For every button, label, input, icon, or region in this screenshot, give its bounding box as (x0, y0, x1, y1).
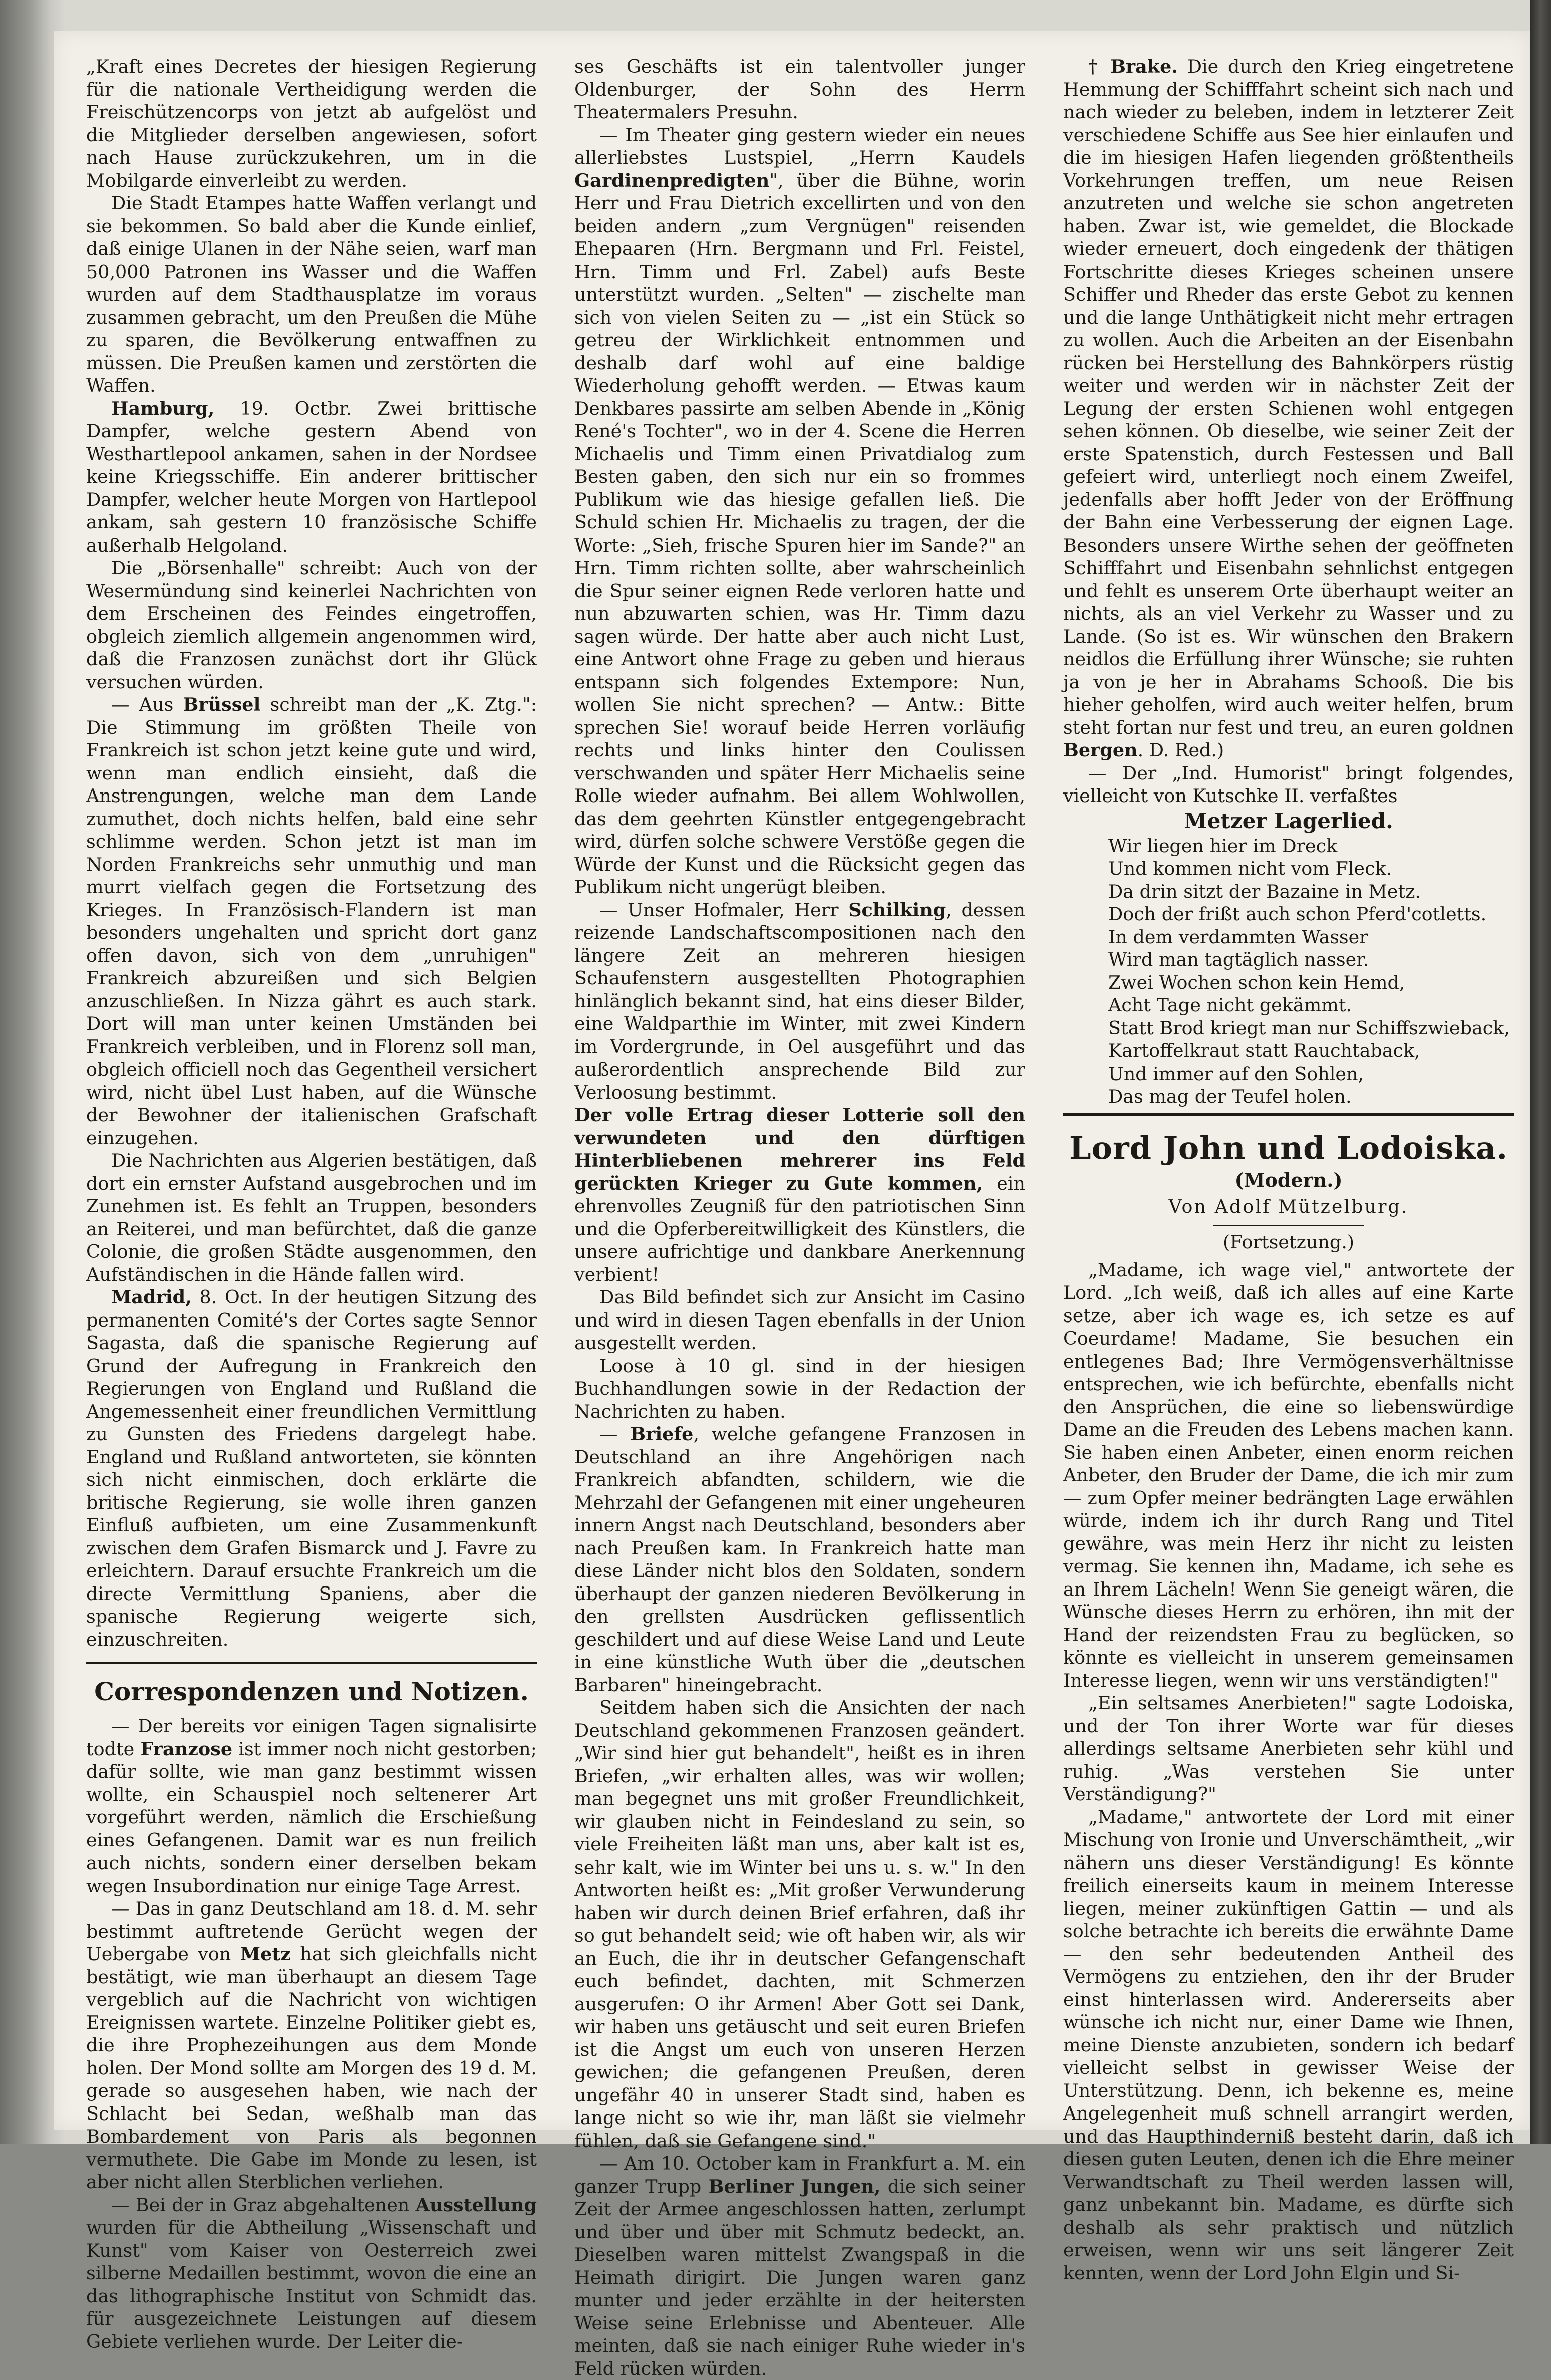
article-paragraph: Die Stadt Etampes hatte Waffen verlangt und sie bekommen. So bald aber die Kunde einlief, daß einige Ulanen in der Nähe seien, warf man 50,000 Patronen ins Wasser und die Waffen wurden auf dem Stadthausplatze im voraus zusammen gebracht, um den Preußen die Mühe zu sparen, die Bevölkerung entwaffnen zu müssen. Die Preußen kamen und zerstörten die Waffen. (86, 192, 537, 396)
notice-paragraph: — Das in ganz Deutschland am 18. d. M. sehr bestimmt auftretende Gerücht wegen der Uebergabe von Metz hat sich gleichfalls nicht bestätigt, wie man überhaupt an diesem Tage vergeblich auf die Nachricht von wichtigen Ereignissen wartete. Einzelne Politiker giebt es, die ihre Prophezeihungen aus dem Monde holen. Der Mond sollte am Morgen des 19 d. M. gerade so ausgesehen haben, wie nach der Schlacht bei Sedan, weßhalb man das Bombardement von Paris als begonnen vermuthete. Die Gabe im Monde zu lesen, ist aber nicht allen Sterblichen verliehen. (86, 1898, 537, 2193)
poem (1108, 835, 1514, 1108)
poem-line: Da drin sitzt der Bazaine in Metz. (1108, 880, 1421, 902)
notice-paragraph: — Unser Hofmaler, Herr Schilking, dessen reizende Landschaftscompositionen nach den längere Zeit an mehreren hiesigen Schaufenstern ausgestellten Photographien hinlänglich bekannt sind, hat eins dieser Bilder, eine Waldparthie im Winter, mit zwei Kindern im Vordergrunde, in Oel ausgeführt und das außerordentlich ansprechende Bild zur Verloosung bestimmt. (574, 899, 1025, 1103)
notice-paragraph: Loose à 10 gl. sind in der hiesigen Buchhandlungen sowie in der Redaction der Nachrichten zu haben. (574, 1355, 1025, 1422)
poem-line: In dem verdammten Wasser (1108, 926, 1368, 948)
poem-line: Und immer auf den Sohlen, (1108, 1063, 1364, 1085)
article-paragraph: Madrid, 8. Oct. In der heutigen Sitzung des permanenten Comité's der Cortes sagte Sennor Sagasta, daß die spanische Regierung auf Grund der Aufregung in Frankreich den Regierungen von England und Rußland die Angemessenheit einer freundlichen Vermittlung zu Gunsten des Friedens dargelegt habe. England und Rußland antworteten, sie könnten sich nicht einmischen, doch erklärte die britische Regierung, sie wolle ihren ganzen Einfluß aufbieten, um eine Zusammenkunft zwischen dem Grafen Bismarck und J. Favre zu erleichtern. Darauf ersuchte Frankreich um die directe Vermittlung Spaniens, aber die spanische Regierung weigerte sich, einzuschreiten. (86, 1286, 537, 1650)
notice-paragraph: ses Geschäfts ist ein talentvoller junger Oldenburger, der Sohn des Herrn Theatermalers Presuhn. (574, 56, 1025, 123)
column-3 (1063, 55, 1514, 2284)
section-rule (86, 1662, 537, 1664)
dateline-place: Madrid, (111, 1286, 192, 1308)
article-paragraph: Die Nachrichten aus Algerien bestätigen, daß dort ein ernster Aufstand ausgebrochen und im Zunehmen ist. Es fehlt an Truppen, besonders an Reiterei, und man befürchtet, daß die ganze Colonie, die großen Städte ausgenommen, den Aufständischen in die Hände fallen wird. (86, 1150, 537, 1285)
story-paragraph: „Madame, ich wage viel," antwortete der Lord. „Ich weiß, daß ich alles auf eine Karte setze, aber ich wage es, ich setze es auf Coeurdame! Madame, Sie besuchen ein entlegenes Bad; Ihre Vermögensverhältnisse entsprechen, wie ich befürchte, ebenfalls nicht den Ansprüchen, die eine so liebenswürdige Dame an die Freuden des Lebens machen kann. Sie haben einen Anbeter, einen enorm reichen Anbeter, den Bruder der Dame, die ich mir zum — zum Opfer meiner bedrängten Lage erwählen würde, indem ich ihr durch Rang und Titel gewähre, was mein Herz ihr nicht zu leisten vermag. Sie kennen ihn, Madame, ich sehe es an Ihrem Lächeln! Wenn Sie geneigt wären, die Wünsche dieses Herrn zu erhören, ihn mit der Hand der reizendsten Frau zu beglücken, so könnte es vielleicht in unserem gemeinsamen Interesse liegen, wenn wir uns verständigten!" (1063, 1259, 1514, 1691)
section-rule (1063, 1113, 1514, 1116)
notice-paragraph: — Der bereits vor einigen Tagen signalisirte todte Franzose ist immer noch nicht gestorben; dafür sollte, wie man ganz bestimmt wissen wollte, ein Schauspiel noch seltenerer Art vorgeführt werden, nämlich die Erschießung eines Gefangenen. Damit war es nun freilich auch nichts, sondern einer derselben bekam wegen Insubordination nur einige Tage Arrest. (86, 1715, 537, 1897)
notice-paragraph: — Im Theater ging gestern wieder ein neues allerliebstes Lustspiel, „Herrn Kaudels Gardinenpredigten", über die Bühne, worin Herr und Frau Dietrich excellirten und von den beiden andern „zum Vergnügen" reisenden Ehepaaren (Hrn. Bergmann und Frl. Feistel, Hrn. Timm und Frl. Zabel) aufs Beste unterstützt wurden. „Selten" — zischelte man sich von vielen Seiten zu — „ist ein Stück so getreu der Wirklichkeit entnommen und deshalb darf wohl auf eine baldige Wiederholung gehofft werden. — Etwas kaum Denkbares passirte am selben Abende in „König René's Tochter", wo in der 4. Scene die Herren Michaelis und Timm einen Privatdialog zum Besten gaben, den sich nur ein so frommes Publikum wie das hiesige gefallen ließ. Die Schuld schien Hr. Michaelis zu tragen, der die Worte: „Sieh, frische Spuren hier im Sande?" an Hrn. Timm richten sollte, aber wahrscheinlich die Spur seiner eignen Rede verloren hatte und nun abzuwarten schien, was Hr. Timm dazu sagen würde. Der hatte aber auch nicht Lust, eine Antwort ohne Frage zu geben und hieraus entspann sich folgendes Extempore: Nun, wollen Sie nicht sprechen? — Antw.: Bitte sprechen Sie! worauf beide Herren vorläufig rechts und links hinter den Coulissen verschwanden und später Herr Michaelis seine Rolle wieder aufnahm. Bei allem Wohlwollen, das dem geehrten Künstler entgegengebracht wird, dürfen solche schwere Verstöße gegen die Würde der Kunst und die Rücksicht gegen das Publikum nicht ungerügt bleiben. (574, 124, 1025, 898)
column-1 (86, 55, 537, 2353)
poem-line: Statt Brod kriegt man nur Schiffszwieback, (1108, 1017, 1510, 1039)
article-paragraph: „Kraft eines Decretes der hiesigen Regierung für die nationale Vertheidigung werden die Freischützencorps von jetzt ab aufgelöst und die Mitglieder derselben angewiesen, sofort nach Hause zurückzukehren, um in die Mobilgarde einverleibt zu werden. (86, 56, 537, 191)
binding-edge (1530, 0, 1551, 2144)
section-heading: Correspondenzen und Notizen. (94, 1677, 529, 1706)
dateline-place: Brüssel (183, 694, 261, 715)
article-paragraph: — Aus Brüssel schreibt man der „K. Ztg.": Die Stimmung im größten Theile von Frankreich ist schon jetzt keine gute und wird, wenn man endlich einsieht, daß die Anstrengungen, welche man dem Lande zumuthet, doch nichts helfen, bald eine sehr schlimme werden. Schon jetzt ist man im Norden Frankreichs sehr unmuthig und man murrt vielfach gegen die Fortsetzung des Krieges. In Französisch-Flandern ist man besonders ungehalten und spricht dort ganz offen davon, sich von dem „unruhigen" Frankreich abzureißen und sich Belgien anzuschließen. In Nizza gährt es auch stark. Dort will man unter keinen Umständen bei Frankreich verbleiben, und in Florenz soll man, obgleich officiell noch das Gegentheil versichert wird, nicht übel Lust haben, auf die Wünsche der Bewohner der italienischen Grafschaft einzugehen. (86, 694, 537, 1149)
notice-paragraph: — Am 10. October kam in Frankfurt a. M. ein ganzer Trupp Berliner Jungen, die sich seiner Zeit der Armee angeschlossen hatten, zerlumpt und über und über mit Schmutz bedeckt, an. Dieselben waren mittelst Zwangspaß in die Heimath dirigirt. Die Jungen waren ganz munter und jeder erzählte in der heitersten Weise seine Erlebnisse und Abenteuer. Alle meinten, daß sie nach einiger Ruhe wieder in's Feld rücken würden. (574, 2153, 1025, 2379)
short-rule (1213, 1225, 1364, 1226)
notice-paragraph: — Bei der in Graz abgehaltenen Ausstellung wurden für die Abtheilung „Wissenschaft und Kunst" vom Kaiser von Oesterreich zwei silberne Medaillen bestimmt, wovon die eine an das lithographische Institut von Schmidt das. für ausgezeichnete Leistungen auf diesem Gebiete verliehen wurde. Der Leiter die- (86, 2194, 537, 2352)
story-paragraph: „Ein seltsames Anerbieten!" sagte Lodoiska, und der Ton ihrer Worte war für dieses allerdings seltsame Anerbieten sehr kühl und ruhig. „Was verstehen Sie unter Verständigung?" (1063, 1692, 1514, 1805)
story-paragraph: „Madame," antwortete der Lord mit einer Mischung von Ironie und Unverschämtheit, „wir nähern uns dieser Verständigung! Es könnte freilich einerseits kaum in meinem Interesse liegen, meiner zukünftigen Gattin — und als solche betrachte ich bereits die erwähnte Dame — den sehr bedeutenden Antheil des Vermögens zu entziehen, den ihr der Bruder einst hinterlassen wird. Andererseits aber wünsche ich nicht nur, einer Dame wie Ihnen, meine Dienste anzubieten, sondern ich bedarf vielleicht selbst in gewisser Weise der Unterstützung. Denn, ich bekenne es, meine Angelegenheit muß schnell arrangirt werden, und das Haupthinderniß besteht darin, daß ich diesen guten Leuten, denen ich die Ehre meiner Verwandtschaft zu Theil werden lassen will, ganz unbekannt bin. Madame, es dürfte sich deshalb als sehr praktisch und nützlich erweisen, wenn wir uns seit längerer Zeit kennten, wenn der Lord John Elgin und Si- (1063, 1806, 1514, 2284)
notice-paragraph: Seitdem haben sich die Ansichten der nach Deutschland gekommenen Franzosen geändert. „Wir sind hier gut behandelt", heißt es in ihren Briefen, „wir erhalten alles, was wir wollen; man begegnet uns mit großer Freundlichkeit, wir glauben nicht in Feindesland zu sein, so viele Freiheiten läßt man uns, aber kalt ist es, sehr kalt, wie im Winter bei uns u. s. w." In den Antworten heißt es: „Mit großer Verwunderung haben wir durch deinen Brief erfahren, daß ihr so gut behandelt seid; wie oft haben wir, als wir an Euch, die ihr in deutscher Gefangenschaft euch befindet, dachten, mit Schmerzen ausgerufen: O ihr Armen! Aber Gott sei Dank, wir haben uns getäuscht und seit euren Briefen ist die Angst um euch von unseren Herzen gewichen; die gefangenen Preußen, deren ungefähr 40 in unserer Stadt sind, haben es lange nicht so wie ihr, man läßt sie vielmehr fühlen, daß sie Gefangene sind." (574, 1697, 1025, 2152)
poem-line: Zwei Wochen schon kein Hemd, (1108, 971, 1405, 993)
story-author: Von Adolf Mützelburg. (1168, 1195, 1409, 1217)
poem-line: Wir liegen hier im Dreck (1108, 835, 1338, 857)
dateline-place: Hamburg, (111, 397, 215, 419)
story-subtitle: (Modern.) (1234, 1168, 1343, 1191)
poem-title: Metzer Lagerlied. (1184, 808, 1393, 833)
column-2 (574, 55, 1025, 2380)
notice-paragraph: — Der „Ind. Humorist" bringt folgendes, vielleicht von Kutschke II. verfaßtes (1063, 762, 1514, 807)
poem-line: Kartoffelkraut statt Rauchtaback, (1108, 1040, 1420, 1062)
poem-line: Wird man tagtäglich nasser. (1108, 949, 1369, 970)
article-paragraph: Die „Börsenhalle" schreibt: Auch von der Wesermündung sind keinerlei Nachrichten von dem Erscheinen des Feindes eingetroffen, obgleich ziemlich allgemein angenommen wird, daß die Franzosen zunächst dort ihr Glück versuchen würden. (86, 557, 537, 693)
notice-paragraph: † Brake. Die durch den Krieg eingetretene Hemmung der Schifffahrt scheint sich nach und nach wieder zu beleben, indem in letzterer Zeit verschiedene Schiffe aus See hier einlaufen und die im hiesigen Hafen liegenden größtentheils Vorkehrungen treffen, um neue Reisen anzutreten und welche sie schon angetreten haben. Zwar ist, wie gemeldet, die Blockade wieder erneuert, doch eingedenk der thätigen Fortschritte dieses Krieges scheinen unsere Schiffer und Rheder das erste Gebot zu kennen und die lange Unthätigkeit nicht mehr ertragen zu wollen. Auch die Arbeiten an der Eisenbahn rücken bei Herstellung des Bahnkörpers rüstig weiter und werden wir in nächster Zeit der Legung der ersten Schienen wohl entgegen sehen können. Ob dieselbe, wie seiner Zeit der erste Spatenstich, durch Festessen und Ball gefeiert wird, unterliegt noch einem Zweifel, jedenfalls aber hofft Jeder von der Eröffnung der Bahn eine Verbesserung der eignen Lage. Besonders unsere Wirthe sehen der geöffneten Schifffahrt und Eisenbahn sehnlichst entgegen und fehlt es unserem Orte überhaupt weiter an nichts, als an viel Verkehr zu Wasser und zu Lande. (So ist es. Wir wünschen den Brakern neidlos die Erfüllung ihrer Wünsche; sie ruhten ja von je her in Abrahams Schooß. Die bis hieher geholfen, wird auch weiter helfen, brum steht fortan nur fest und treu, an euren goldnen Bergen. D. Red.) (1063, 56, 1514, 761)
article-paragraph: Hamburg, 19. Octbr. Zwei brittische Dampfer, welche gestern Abend von Westhartlepool ankamen, sahen in der Nordsee keine Kriegsschiffe. Ein anderer brittischer Dampfer, welcher heute Morgen von Hartlepool ankam, sah gestern 10 französische Schiffe außerhalb Helgoland. (86, 397, 537, 556)
notice-paragraph: Der volle Ertrag dieser Lotterie soll den verwundeten und den dürftigen Hinterbliebenen mehrerer ins Feld gerückten Krieger zu Gute kommen, ein ehrenvolles Zeugniß für den patriotischen Sinn und die Opferbereitwilligkeit des Künstlers, die unsere aufrichtige und dankbare Anerkennung verbient! (574, 1104, 1025, 1285)
poem-line: Acht Tage nicht gekämmt. (1108, 994, 1352, 1016)
poem-line: Doch der frißt auch schon Pferd'cotletts. (1108, 903, 1487, 925)
story-title: Lord John und Lodoiska. (1069, 1129, 1508, 1166)
notice-paragraph: — Briefe, welche gefangene Franzosen in Deutschland an ihre Angehörigen nach Frankreich abfandten, schildern, wie die Mehrzahl der Gefangenen mit einer ungeheuren innern Angst nach Deutschland, besonders aber nach Preußen kam. In Frankreich hatte man diese Länder nicht blos den Soldaten, sondern überhaupt der ganzen niederen Bevölkerung in den grellsten Ausdrücken geflissentlich geschildert und auf diese Weise Land und Leute in eine künstliche Wuth über die „deutschen Barbaren" hineingebracht. (574, 1423, 1025, 1696)
notice-paragraph: Das Bild befindet sich zur Ansicht im Casino und wird in diesen Tagen ebenfalls in der Union ausgestellt werden. (574, 1286, 1025, 1354)
poem-line: Das mag der Teufel holen. (1108, 1086, 1352, 1107)
story-continuation: (Fortsetzung.) (1222, 1231, 1355, 1253)
poem-line: Und kommen nicht vom Fleck. (1108, 858, 1392, 879)
